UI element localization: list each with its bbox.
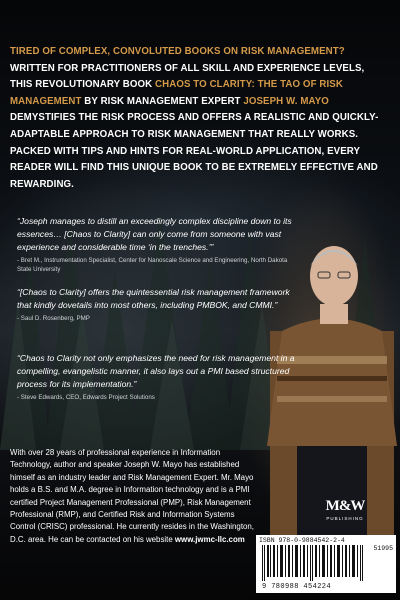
quote-text: “Chaos to Clarity not only emphasizes the need for risk management in a compelling, evangelistic manner, it also lays out a PMI based structured process for its implementation.”	[17, 353, 295, 389]
price-code: 51995	[373, 545, 393, 552]
back-cover-blurb	[10, 44, 388, 193]
blurb-author-name: JOSEPH W. MAYO	[243, 95, 329, 107]
barcode-digits: 9 780988 454224	[262, 583, 332, 591]
blurb-text-2: BY RISK MANAGEMENT EXPERT	[81, 95, 244, 107]
blurb-book-title: CHAOS TO CLARITY: THE TAO OF RISK MANAGEMENT	[10, 79, 343, 107]
testimonial-quote	[17, 215, 297, 274]
publisher-mark: M&W	[325, 498, 365, 514]
author-bio-text: With over 28 years of professional experience in Information Technology, author and speaker Joseph W. Mayo has established himself as an industry leader and Risk Management Expert. Mr. Mayo holds a B.S. and M.A. degree in Information technology and is a PMI certified Project Management Professional (PMP), Risk Management Professional (RMP), and Certified Risk and Information Systems Control (CRISC) professional. He currently resides in the Washington, D.C. area. He can be contacted on his website	[10, 448, 254, 544]
author-website-link[interactable]: www.jwmc-llc.com	[174, 534, 245, 544]
publisher-logo	[318, 498, 372, 521]
quote-source: - Bret M., Instrumentation Specialist, Center for Nanoscale Science and Engineering, North Dakota State University	[17, 257, 288, 273]
quote-text: “[Chaos to Clarity] offers the quintessential risk management framework that kindly dovetails into most others, including PMBOK, and CMMI.”	[17, 287, 290, 310]
quote-text: “Joseph manages to distill an exceedingly complex discipline down to its essences… [Chaos to Clarity] can only come from someone with vast experience and considerable time ‘in the trenches.’”	[17, 216, 292, 252]
blurb-text-1: WRITTEN FOR PRACTITIONERS OF ALL SKILL AND EXPERIENCE LEVELS, THIS REVOLUTIONARY BOOK	[10, 62, 365, 91]
publisher-wordmark: PUBLISHING	[326, 516, 364, 521]
barcode-bars	[260, 545, 370, 581]
isbn-number: ISBN 978-0-9884542-2-4	[259, 537, 345, 544]
blurb-headline: TIRED OF COMPLEX, CONVOLUTED BOOKS ON RISK MANAGEMENT?	[10, 46, 345, 57]
quote-source: - Saul D. Rosenberg, PMP	[17, 315, 90, 322]
author-bio	[10, 447, 260, 546]
testimonial-quote	[17, 286, 297, 324]
isbn-barcode	[256, 535, 396, 593]
quote-source: - Steve Edwards, CEO, Edwards Project Solutions	[17, 394, 155, 401]
blurb-text-3: DEMYSTIFIES THE RISK PROCESS AND OFFERS A REALISTIC AND QUICKLY-ADAPTABLE APPROACH TO RISK MANAGEMENT THAT REALLY WORKS. PACKED WITH TIPS AND HINTS FOR REAL-WORLD APPLICATION, EVERY READER WILL FIND THIS UNIQUE BOOK TO BE EXTREMELY EFFECTIVE AND REWARDING.	[10, 112, 379, 190]
testimonial-quote	[17, 352, 297, 403]
